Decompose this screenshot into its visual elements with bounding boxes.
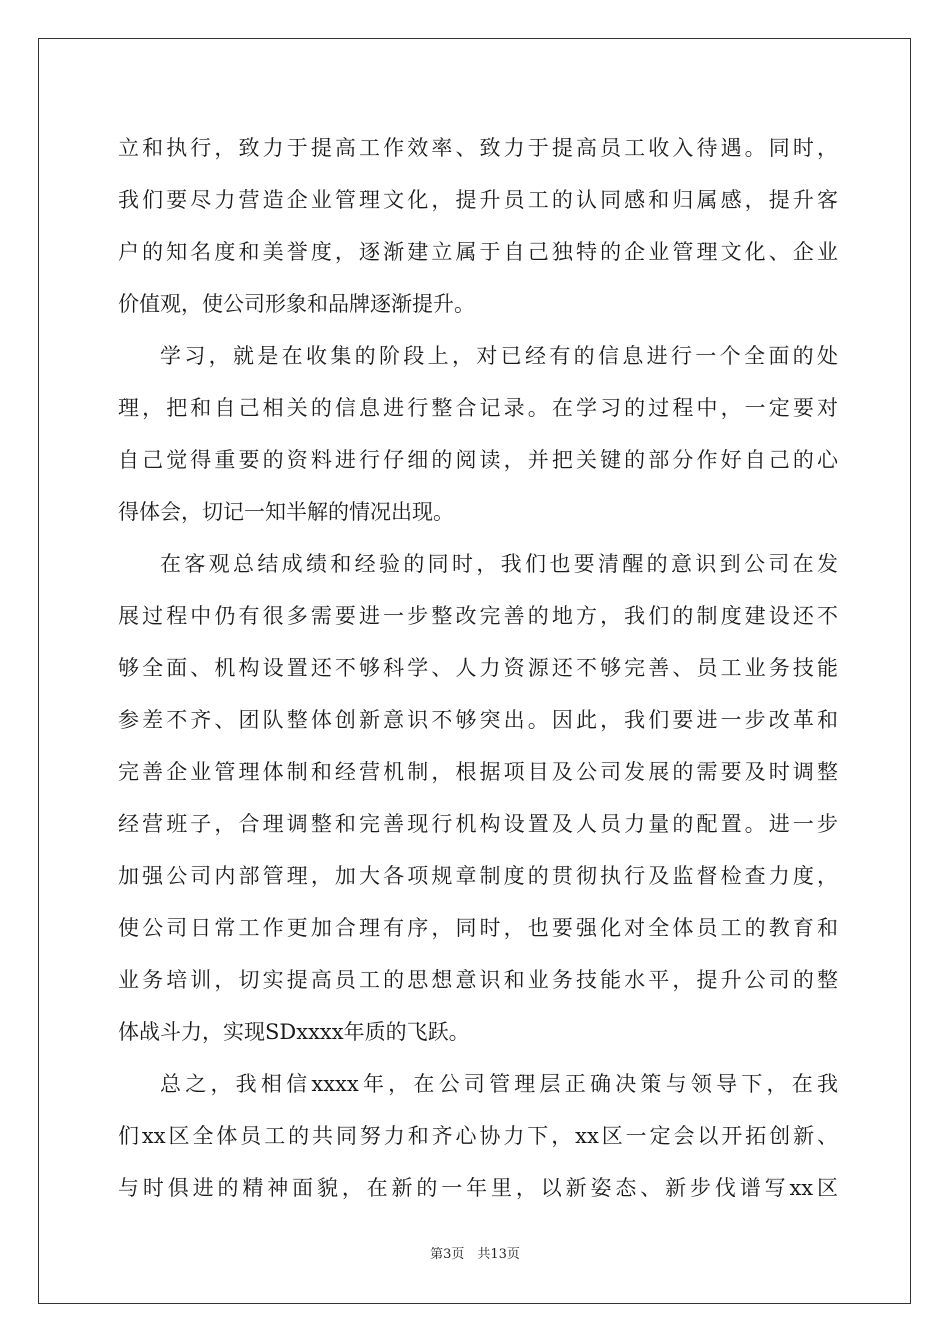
text-line: 们xx区全体员工的共同努力和齐心协力下，xx区一定会以开拓创新、 <box>118 1124 838 1148</box>
text-line: 业务培训，切实提高员工的思想意识和业务技能水平，提升公司的整 <box>118 968 838 992</box>
text-line: 与时俱进的精神面貌，在新的一年里，以新姿态、新步伐谱写xx区 <box>118 1176 838 1200</box>
text-line: 够全面、机构设置还不够科学、人力资源还不够完善、员工业务技能 <box>118 656 838 680</box>
text-line: 使公司日常工作更加合理有序，同时，也要强化对全体员工的教育和 <box>118 916 838 940</box>
text-line: 经营班子，合理调整和完善现行机构设置及人员力量的配置。进一步 <box>118 812 838 836</box>
text-line: 参差不齐、团队整体创新意识不够突出。因此，我们要进一步改革和 <box>118 708 838 732</box>
text-line: 展过程中仍有很多需要进一步整改完善的地方，我们的制度建设还不 <box>118 604 838 628</box>
text-line: 自己觉得重要的资料进行仔细的阅读，并把关键的部分作好自己的心 <box>118 448 838 472</box>
text-line: 价值观，使公司形象和品牌逐渐提升。 <box>118 292 475 316</box>
page-number-footer: 第3页 共13页 <box>430 1247 520 1262</box>
text-line: 户的知名度和美誉度，逐渐建立属于自己独特的企业管理文化、企业 <box>118 240 838 264</box>
paragraph-first-line: 总之，我相信xxxx年，在公司管理层正确决策与领导下，在我 <box>160 1072 838 1096</box>
text-line: 得体会，切记一知半解的情况出现。 <box>118 500 454 524</box>
text-line: 我们要尽力营造企业管理文化，提升员工的认同感和归属感，提升客 <box>118 188 838 212</box>
text-line: 立和执行，致力于提高工作效率、致力于提高员工收入待遇。同时， <box>118 136 838 160</box>
text-line: 加强公司内部管理，加大各项规章制度的贯彻执行及监督检查力度， <box>118 864 838 888</box>
text-line: 体战斗力，实现SDxxxx年质的飞跃。 <box>118 1020 470 1044</box>
paragraph-first-line: 在客观总结成绩和经验的同时，我们也要清醒的意识到公司在发 <box>160 552 838 576</box>
text-line: 理，把和自己相关的信息进行整合记录。在学习的过程中，一定要对 <box>118 396 838 420</box>
text-line: 完善企业管理体制和经营机制，根据项目及公司发展的需要及时调整 <box>118 760 838 784</box>
paragraph-first-line: 学习，就是在收集的阶段上，对已经有的信息进行一个全面的处 <box>160 344 838 368</box>
